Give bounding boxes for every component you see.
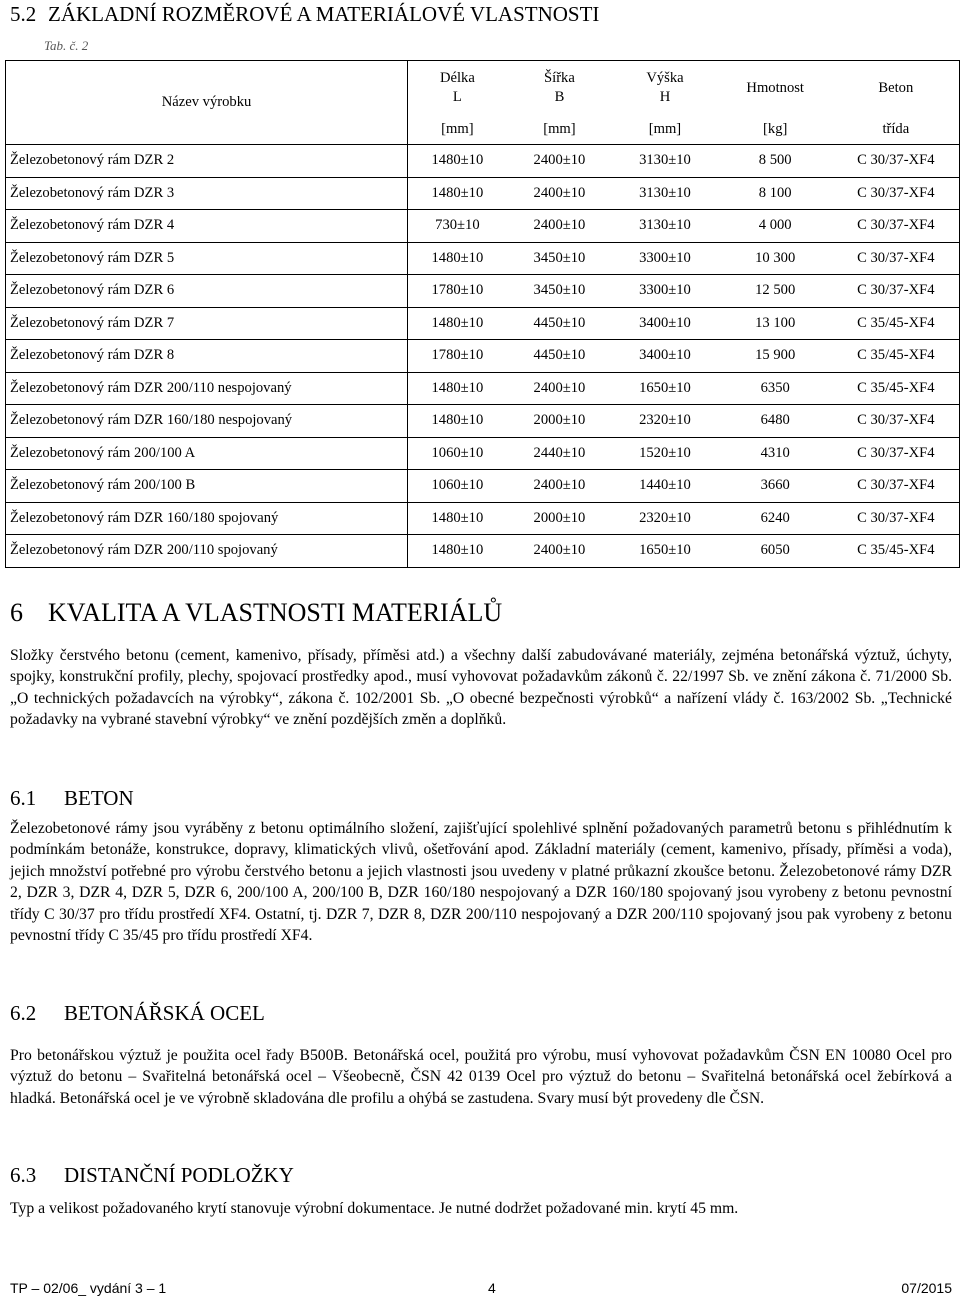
header-width: Šířka B <box>544 70 575 105</box>
cell-product-name: Železobetonový rám DZR 7 <box>6 307 408 340</box>
cell-height: 2320±10 <box>639 412 691 429</box>
cell-height: 3400±10 <box>639 347 691 364</box>
cell-weight: 6240 <box>760 509 790 526</box>
table-caption: Tab. č. 2 <box>44 38 89 53</box>
table-row <box>6 145 960 178</box>
cell-width: 2400±10 <box>533 477 586 494</box>
cell-concrete-class: C 35/45-XF4 <box>857 542 935 559</box>
cell-height: 1650±10 <box>639 379 691 396</box>
unit-concrete: třída <box>882 121 910 137</box>
table-header-row <box>6 61 960 116</box>
cell-width: 4450±10 <box>533 347 586 364</box>
cell-width: 2400±10 <box>533 152 586 169</box>
section-title: ZÁKLADNÍ ROZMĚROVÉ A MATERIÁLOVÉ VLASTNOSTI <box>48 2 600 26</box>
cell-length: 1060±10 <box>431 444 484 461</box>
cell-concrete-class: C 30/37-XF4 <box>857 477 935 494</box>
cell-concrete-class: C 30/37-XF4 <box>857 217 935 234</box>
table-row <box>6 405 960 438</box>
table-row <box>6 437 960 470</box>
cell-product-name: Železobetonový rám DZR 6 <box>6 275 408 308</box>
unit-length: [mm] <box>441 121 474 137</box>
cell-product-name: Železobetonový rám DZR 160/180 spojovaný <box>6 502 408 535</box>
cell-concrete-class: C 30/37-XF4 <box>857 509 935 526</box>
section-title: DISTANČNÍ PODLOŽKY <box>64 1163 294 1187</box>
cell-length: 1780±10 <box>431 282 484 299</box>
cell-concrete-class: C 30/37-XF4 <box>857 282 935 299</box>
cell-concrete-class: C 35/45-XF4 <box>857 314 935 331</box>
dimensions-table <box>5 60 960 568</box>
section-6-3-paragraph: Typ a velikost požadovaného krytí stanovuje výrobní dokumentace. Je nutné dodržet požadované min. krytí 45 mm. <box>10 1200 739 1217</box>
cell-height: 3130±10 <box>639 152 691 169</box>
section-title: BETONÁŘSKÁ OCEL <box>64 1001 265 1025</box>
cell-length: 1480±10 <box>431 249 484 266</box>
cell-width: 2440±10 <box>533 444 586 461</box>
cell-length: 1060±10 <box>431 477 484 494</box>
cell-concrete-class: C 30/37-XF4 <box>857 249 935 266</box>
section-6-heading <box>10 598 502 628</box>
table-row <box>6 242 960 275</box>
section-title: KVALITA A VLASTNOSTI MATERIÁLŮ <box>48 598 503 627</box>
table-row <box>6 177 960 210</box>
unit-height: [mm] <box>648 121 682 137</box>
cell-concrete-class: C 30/37-XF4 <box>857 412 935 429</box>
cell-concrete-class: C 35/45-XF4 <box>857 379 935 396</box>
section-6-1-heading <box>10 786 134 811</box>
cell-width: 3450±10 <box>533 249 586 266</box>
section-number: 6.3 <box>10 1163 37 1187</box>
cell-product-name: Železobetonový rám DZR 8 <box>6 340 408 373</box>
cell-width: 4450±10 <box>533 314 586 331</box>
section-5-2-heading <box>10 2 599 27</box>
cell-width: 2400±10 <box>533 379 586 396</box>
table-header <box>6 61 960 145</box>
cell-product-name: Železobetonový rám DZR 2 <box>6 145 408 178</box>
cell-height: 1650±10 <box>639 542 691 559</box>
cell-weight: 6050 <box>760 542 790 559</box>
cell-weight: 12 500 <box>755 282 796 299</box>
header-product-name: Název výrobku <box>6 61 408 145</box>
cell-length: 730±10 <box>435 217 480 234</box>
cell-width: 2000±10 <box>533 509 586 526</box>
section-number: 5.2 <box>10 2 37 26</box>
cell-weight: 13 100 <box>755 314 796 331</box>
table-row <box>6 372 960 405</box>
footer-page-number: 4 <box>488 1280 496 1296</box>
cell-weight: 10 300 <box>755 249 796 266</box>
section-6-paragraph: Složky čerstvého betonu (cement, kamenivo, přísady, příměsi atd.) a všechny další zabudovávané materiály, zejména betonářská výztuž, úchyty, spojky, konstrukční profily, plechy, spojovací prostředky apod., musí vyhovovat požadavkům zákonů č. 22/1997 Sb. ve znění zákona č. 71/2000 Sb. „O technických požadavcích na výrobky“, zákona č. 102/2001 Sb. „O obecné bezpečnosti výrobků“ a nařízení vlády č. 163/2002 Sb. „Technické požadavky na vybrané stavební výrobky“ ve znění pozdějších změn a doplňků. <box>10 647 952 729</box>
section-number: 6 <box>10 598 23 627</box>
cell-weight: 8 500 <box>758 152 792 169</box>
section-number: 6.1 <box>10 786 37 810</box>
table-row <box>6 535 960 568</box>
cell-length: 1480±10 <box>431 184 484 201</box>
page-footer <box>10 1280 952 1300</box>
cell-product-name: Železobetonový rám DZR 5 <box>6 242 408 275</box>
cell-weight: 3660 <box>760 477 790 494</box>
cell-length: 1480±10 <box>431 152 484 169</box>
cell-height: 3130±10 <box>639 217 691 234</box>
cell-length: 1480±10 <box>431 412 484 429</box>
cell-width: 2400±10 <box>533 184 586 201</box>
cell-weight: 15 900 <box>755 347 796 364</box>
unit-width: [mm] <box>543 121 576 137</box>
cell-product-name: Železobetonový rám DZR 200/110 nespojovaný <box>6 372 408 405</box>
section-6-1-paragraph: Železobetonové rámy jsou vyráběny z betonu optimálního složení, zajišťující spolehlivé splnění požadovaných parametrů betonu s přihlédnutím k podmínkám betonáže, konstrukce, dopravy, klimatických vlivů, ošetřování apod. Základní materiály (cement, kamenivo, přísady, příměsi a voda), jejich množství potřebné pro výrobu čerstvého betonu a jejich vlastnosti jsou uvedeny v platné průkazní zkoušce betonu. Železobetonové rámy DZR 2, DZR 3, DZR 4, DZR 5, DZR 6, 200/100 A, 200/100 B, DZR 160/180 nespojovaný a DZR 160/180 spojovaný jsou vyrobeny z betonu pevnostní třídy C 30/37 pro třídu prostředí XF4. Ostatní, tj. DZR 7, DZR 8, DZR 200/110 nespojovaný a DZR 200/110 spojovaný jsou pak vyrobeny z betonu pevnostní třídy C 35/45 pro třídu prostředí XF4. <box>10 820 952 945</box>
cell-concrete-class: C 30/37-XF4 <box>857 444 935 461</box>
table-row <box>6 502 960 535</box>
table-row <box>6 210 960 243</box>
cell-length: 1480±10 <box>431 379 484 396</box>
cell-weight: 4 000 <box>758 217 792 234</box>
cell-width: 2000±10 <box>533 412 586 429</box>
cell-height: 1440±10 <box>639 477 691 494</box>
section-number: 6.2 <box>10 1001 37 1025</box>
cell-concrete-class: C 30/37-XF4 <box>857 152 935 169</box>
cell-product-name: Železobetonový rám 200/100 A <box>6 437 408 470</box>
section-title: BETON <box>64 786 134 810</box>
table-row <box>6 340 960 373</box>
cell-height: 2320±10 <box>639 509 691 526</box>
table-row <box>6 275 960 308</box>
cell-height: 1520±10 <box>639 444 691 461</box>
cell-concrete-class: C 35/45-XF4 <box>857 347 935 364</box>
cell-length: 1480±10 <box>431 542 484 559</box>
cell-height: 3300±10 <box>639 249 691 266</box>
cell-width: 2400±10 <box>533 542 586 559</box>
cell-product-name: Železobetonový rám DZR 3 <box>6 177 408 210</box>
section-6-2-paragraph: Pro betonářskou výztuž je použita ocel řady B500B. Betonářská ocel, použitá pro výrobu, musí vyhovovat požadavkům ČSN EN 10080 Ocel pro výztuž do betonu – Svařitelná betonářská ocel – Všeobecně, ČSN 42 0139 Ocel pro výztuž do betonu – Svařitelná betonářská ocel žebírková a hladká. Betonářská ocel je ve výrobně skladována dle profilu a ohýbá se zastudena. Svary musí být provedeny dle ČSN. <box>10 1047 952 1107</box>
header-height: Výška H <box>646 70 684 105</box>
cell-length: 1780±10 <box>431 347 484 364</box>
cell-height: 3400±10 <box>639 314 691 331</box>
header-concrete: Beton <box>878 79 914 96</box>
cell-product-name: Železobetonový rám DZR 4 <box>6 210 408 243</box>
footer-doc-id: TP – 02/06_ vydání 3 – 1 <box>10 1280 167 1296</box>
cell-product-name: Železobetonový rám 200/100 B <box>6 470 408 503</box>
table-body <box>6 145 960 568</box>
unit-weight: [kg] <box>763 121 788 137</box>
cell-weight: 8 100 <box>758 184 792 201</box>
footer-date: 07/2015 <box>901 1280 952 1296</box>
cell-product-name: Železobetonový rám DZR 200/110 spojovaný <box>6 535 408 568</box>
section-6-3-heading <box>10 1163 294 1188</box>
table-row <box>6 307 960 340</box>
section-6-2-heading <box>10 1001 265 1026</box>
header-weight: Hmotnost <box>746 79 804 96</box>
cell-weight: 6480 <box>760 412 790 429</box>
cell-product-name: Železobetonový rám DZR 160/180 nespojovaný <box>6 405 408 438</box>
cell-length: 1480±10 <box>431 509 484 526</box>
header-length: Délka L <box>439 70 475 105</box>
cell-height: 3300±10 <box>639 282 691 299</box>
cell-width: 3450±10 <box>533 282 586 299</box>
cell-weight: 4310 <box>760 444 790 461</box>
cell-width: 2400±10 <box>533 217 586 234</box>
cell-length: 1480±10 <box>431 314 484 331</box>
cell-concrete-class: C 30/37-XF4 <box>857 184 935 201</box>
cell-height: 3130±10 <box>639 184 691 201</box>
cell-weight: 6350 <box>760 379 790 396</box>
table-row <box>6 470 960 503</box>
